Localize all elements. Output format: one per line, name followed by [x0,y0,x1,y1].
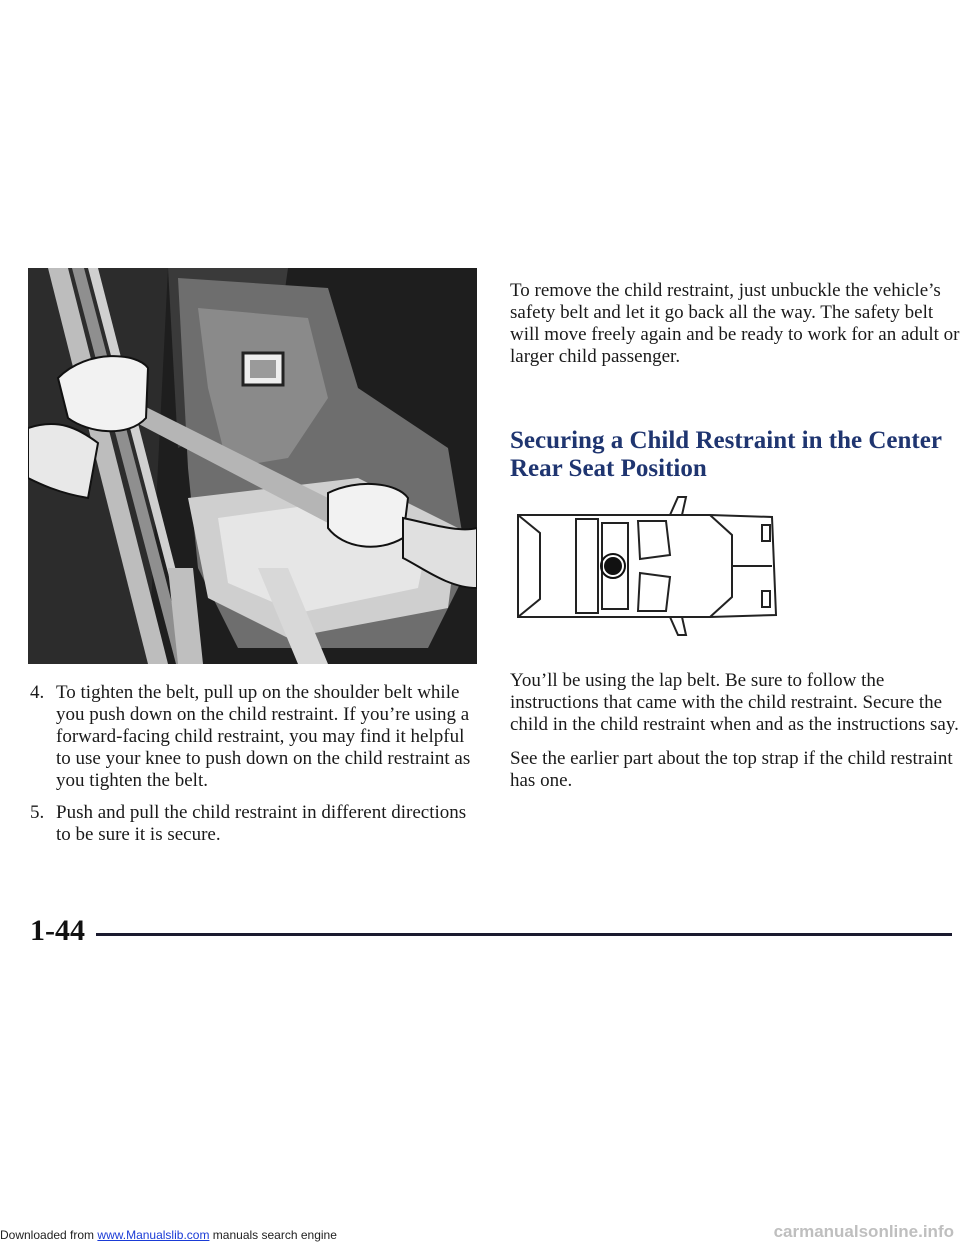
step-number: 4. [30,682,45,703]
section-heading-line2: Rear Seat Position [510,455,707,482]
step-4 [30,682,480,792]
section-heading-line1: Securing a Child Restraint in the Center [510,427,942,454]
banner-prefix: Downloaded from [0,1228,95,1242]
child-restraint-installation-illustration-icon [28,268,477,664]
vehicle-seat-diagram [510,495,780,637]
vehicle-top-view-center-rear-seat-icon [510,495,780,637]
instruction-steps [30,682,480,856]
footer-rule [96,933,952,936]
right-column-lower [510,670,960,804]
step-number: 5. [30,802,45,823]
banner-suffix: manuals search engine [212,1228,337,1242]
page-number: 1-44 [30,914,85,947]
step-text: To tighten the belt, pull up on the shoulder belt while you push down on the child restraint. If you’re using a forward-facing child restraint, you may find it helpful to use your knee to push down on the child restraint as you tighten the belt. [56,682,471,791]
lap-belt-paragraph: You’ll be using the lap belt. Be sure to follow the instructions that came with the child restraint. Secure the child in the child restraint when and as the instructions say. [510,670,959,735]
manualslib-link[interactable]: www.Manualslib.com [97,1228,210,1242]
right-column [510,280,960,482]
child-restraint-illustration [28,268,477,664]
remove-restraint-paragraph: To remove the child restraint, just unbuckle the vehicle’s safety belt and let it go back all the way. The safety belt will move freely again and be ready to work for an adult or larger child passenger. [510,280,960,367]
step-text: Push and pull the child restraint in different directions to be sure it is secure. [56,802,467,845]
step-5 [30,802,480,846]
top-strap-paragraph: See the earlier part about the top strap if the child restraint has one. [510,748,953,791]
site-brand-watermark: carmanualsonline.info [773,1222,954,1241]
download-banner [0,1228,337,1242]
